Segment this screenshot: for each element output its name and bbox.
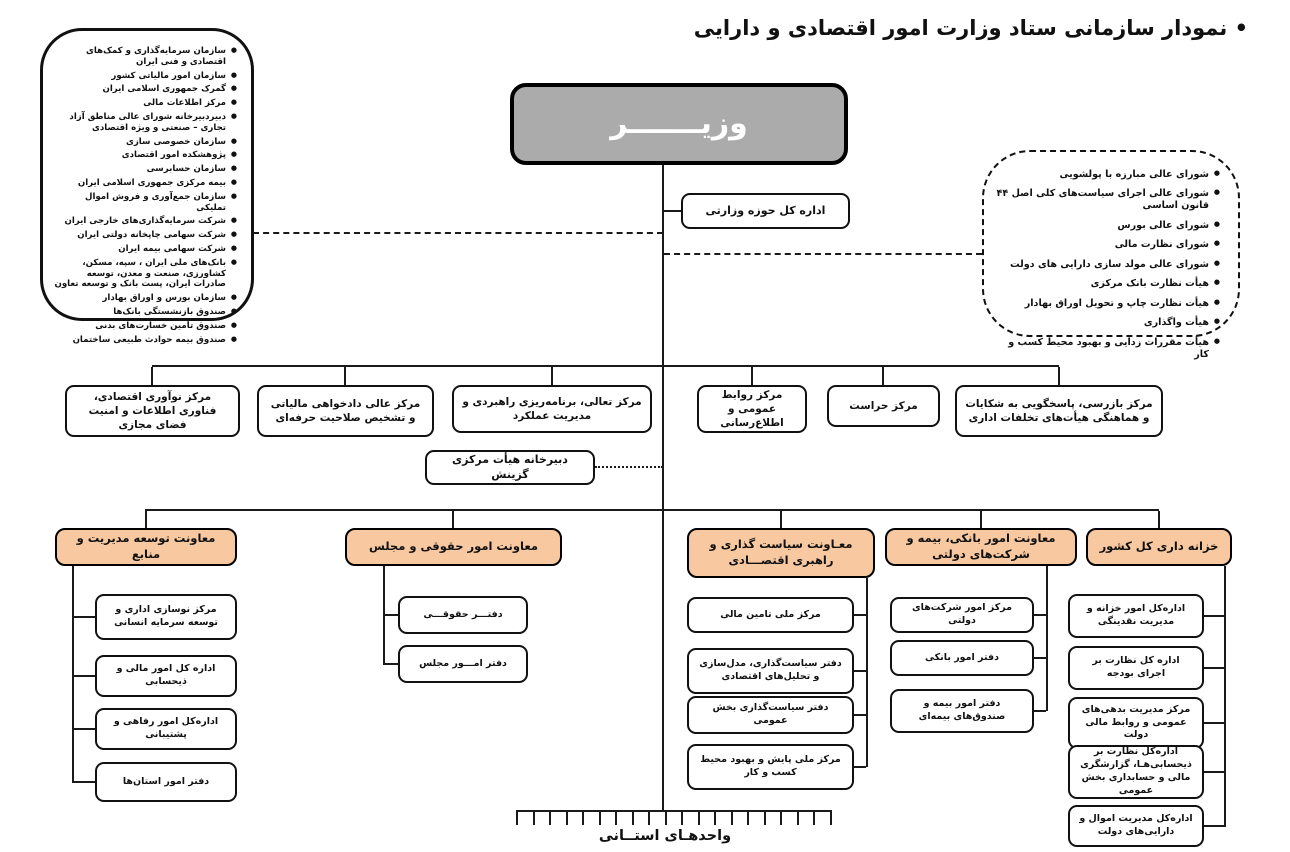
deputy-box: معاونت امور حقوقی و مجلس [345,528,562,566]
list-item: ● شرکت سرمایه‌گذاری‌های خارجی ایران [53,216,237,227]
connector-line [385,614,398,616]
selection-secretariat-box: دبیرخانه هیأت مرکزی گزینش [425,450,595,485]
unit-box: اداره کل امور مالی و ذیحسابی [95,655,237,697]
comb-tick [566,812,568,825]
unit-box: دفتـــر حقوقـــی [398,596,528,634]
unit-box: اداره‌کل نظارت بر ذیحسابی‌هـا، گزارشگری مالی و حسابداری بخش عمومی [1068,745,1204,799]
connector-line [1204,667,1224,669]
comb-tick [665,812,667,825]
connector-line [145,511,147,528]
center-box: مرکز عالی دادخواهی مالیاتی و تشخیص صلاحیت حرفه‌ای [257,385,434,437]
connector-line [866,578,868,767]
connector-line [1158,511,1160,528]
center-box: مرکز تعالی، برنامه‌ریزی راهبردی و مدیریت عملکرد [452,385,652,433]
comb-tick [599,812,601,825]
unit-box: مرکز مدیریت بدهی‌های عمومی و روابط مالی دولت [1068,697,1204,749]
comb-tick [797,812,799,825]
councils-panel [982,150,1240,360]
unit-box: اداره‌کل مدیریت اموال و دارایی‌های دولت [1068,805,1204,847]
list-item: ● شورای نظارت مالی [994,239,1220,251]
list-item: ● صندوق بازنشستگی بانک‌ها [53,307,237,318]
list-item: ● هیأت نظارت بانک مرکزی [994,278,1220,290]
list-item: ● سازمان جمع‌آوری و فروش اموال تملیکی [53,192,237,213]
list-item: ● شورای عالی مبارزه با پولشویی [994,169,1220,181]
connector-line [1204,615,1224,617]
minister-box: وزیـــــــر [510,83,848,165]
affiliated-organizations-panel [40,28,254,345]
centers-connector-line [152,365,1059,367]
connector-line [1204,825,1224,827]
connector-line [1046,566,1048,711]
list-item: ● بیمه مرکزی جمهوری اسلامی ایران [53,178,237,189]
unit-box: دفتر امور بیمه و صندوق‌های بیمه‌ای [890,689,1034,733]
list-item: ● مرکز اطلاعات مالی [53,98,237,109]
connector-line [1058,367,1060,385]
center-box: مرکز حراست [827,385,940,427]
page-title: • نمودار سازمانی ستاد وزارت امور اقتصادی و دارایی [693,16,1248,40]
comb-tick [648,812,650,825]
connector-line [551,367,553,385]
connector-line [882,367,884,385]
unit-box: مرکز نوسازی اداری و توسعه سرمایه انسانی [95,594,237,640]
comb-tick [731,812,733,825]
list-item: ● شرکت سهامی چاپخانه دولتی ایران [53,230,237,241]
list-item: ● هیأت نظارت چاپ و تحویل اوراق بهادار [994,298,1220,310]
list-item: ● پژوهشکده امور اقتصادی [53,150,237,161]
list-item: ● سازمان خصوصی سازی [53,137,237,148]
dotted-link [595,466,663,468]
comb-tick [714,812,716,825]
unit-box: مرکز ملی تامین مالی [687,597,854,633]
unit-box: دفتر سیاست‌گذاری، مدل‌سازی و تحلیل‌های اقتصادی [687,648,854,694]
connector-line [980,511,982,528]
connector-line [1034,710,1046,712]
connector-line [780,511,782,528]
connector-line [854,766,866,768]
list-item: ● بانک‌های ملی ایران ، سپه، مسکن، کشاورزی، صنعت و معدن، توسعه صادرات ایران، پست بانک و توسعه تعاون [53,258,237,290]
comb-tick [830,812,832,825]
comb-tick [516,812,518,825]
unit-box: اداره‌کل امور خزانه و مدیریت نقدینگی [1068,594,1204,638]
comb-tick [549,812,551,825]
unit-box: دفتر امور بانکی [890,640,1034,676]
affiliated-organizations-list [53,46,237,345]
unit-box: مرکز امور شرکت‌های دولتی [890,597,1034,633]
connector-line [663,210,681,212]
list-item: ● گمرک جمهوری اسلامی ایران [53,84,237,95]
list-item: ● هیأت واگذاری [994,317,1220,329]
list-item: ● شورای عالی اجرای سیاست‌های کلی اصل ۴۴ قانون اساسی [994,188,1220,212]
connector-line [151,367,153,385]
list-item: ● شورای عالی بورس [994,220,1220,232]
connector-line [344,367,346,385]
unit-box: دفتر امـــور مجلس [398,645,528,683]
list-item: ● شرکت سهامی بیمه ایران [53,244,237,255]
ministerial-office-box: اداره کل حوزه وزارتی [681,193,850,229]
deputy-box: معاونت امور بانکی، بیمه و شرکت‌های دولتی [885,528,1077,566]
comb-tick [780,812,782,825]
list-item: ● صندوق بیمه حوادث طبیعی ساختمان [53,335,237,346]
comb-tick [681,812,683,825]
unit-box: دفتر امور استان‌ها [95,762,237,802]
deputy-box: خزانه داری کل کشور [1086,528,1232,566]
connector-line [854,714,866,716]
provincial-units-comb [516,810,832,827]
connector-line [74,781,95,783]
unit-box: مرکز ملی پایش و بهبود محیط کسب و کار [687,744,854,790]
deputy-box: معاونت توسعه مدیریت و منابع [55,528,237,566]
comb-tick [533,812,535,825]
connector-line [74,728,95,730]
connector-line [385,663,398,665]
connector-line [1204,722,1224,724]
unit-box: اداره کل نظارت بر اجرای بودجه [1068,646,1204,690]
list-item: ● سازمان امور مالیاتی کشور [53,71,237,82]
connector-line [1224,566,1226,827]
list-item: ● سازمان بورس و اوراق بهادار [53,293,237,304]
connector-line [74,675,95,677]
list-item: ● صندوق تأمین خسارت‌های بدنی [53,321,237,332]
deputies-connector-line [145,509,1159,511]
list-item: ● هیأت مقررات زدایی و بهبود محیط کسب و کار [994,337,1220,361]
connector-line [74,616,95,618]
comb-tick [698,812,700,825]
provincial-units-label: واحدهـای استــانی [598,828,732,844]
comb-tick [632,812,634,825]
main-vertical-line [662,165,664,811]
comb-tick [747,812,749,825]
unit-box: دفتر سیاست‌گذاری بخش عمومی [687,696,854,734]
list-item: ● سازمان حسابرسی [53,164,237,175]
center-box: مرکز بازرسی، پاسخگویی به شکایات و هماهنگی هیأت‌های تخلفات اداری [955,385,1163,437]
comb-tick [813,812,815,825]
comb-tick [615,812,617,825]
deputy-box: معـاونت سیاست گذاری و راهبری اقتصـــادی [687,528,875,578]
comb-tick [764,812,766,825]
connector-line [452,511,454,528]
list-item: ● سازمان سرمایه‌گذاری و کمک‌های اقتصادی و فنی ایران [53,46,237,67]
center-box: مرکز نوآوری اقتصادی، فناوری اطلاعات و امنیت فضای مجازی [65,385,240,437]
connector-line [751,367,753,385]
list-item: ● دبیردبیرخانه شورای عالی مناطق آزاد تجاری – صنعتی و ویژه اقتصادی [53,112,237,133]
comb-tick [582,812,584,825]
connector-line [1034,614,1046,616]
connector-line [854,614,866,616]
connector-line [1204,771,1224,773]
connector-line [1034,657,1046,659]
unit-box: اداره‌کل امور رفاهی و پشتیبانی [95,708,237,750]
dashed-link-left [253,232,663,234]
list-item: ● شورای عالی مولد سازی دارایی های دولت [994,259,1220,271]
councils-list [994,169,1220,361]
connector-line [854,670,866,672]
center-box: مرکز روابط عمومی و اطلاع‌رسانی [697,385,807,433]
dashed-link-right [664,253,982,255]
